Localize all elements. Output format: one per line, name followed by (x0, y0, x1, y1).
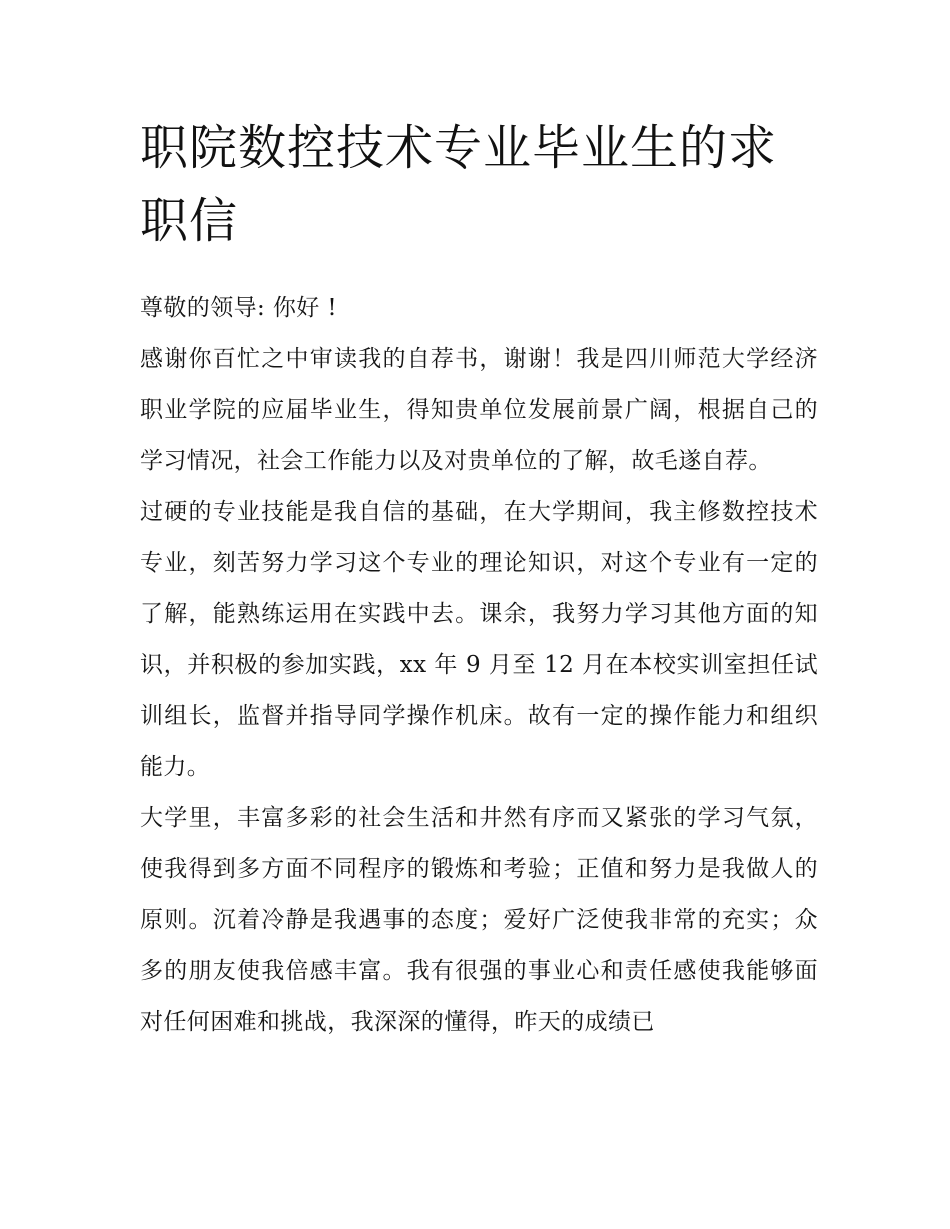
paragraph-intro: 感谢你百忙之中审读我的自荐书，谢谢！我是四川师范大学经济职业学院的应届毕业生，得知贵单位发展前景广阔，根据自己的学习情况，社会工作能力以及对贵单位的了解，故毛遂自荐。 (140, 346, 818, 474)
document-title: 职院数控技术专业毕业生的求职信 (140, 120, 778, 249)
paragraph-skills: 过硬的专业技能是我自信的基础，在大学期间，我主修数控技术专业，刻苦努力学习这个专业的理论知识，对这个专业有一定的了解，能熟练运用在实践中去。课余，我努力学习其他方面的知识，并积极的参加实践，xx 年 9 月至 12 月在本校实训室担任试训组长，监督并指导同学操作机床。故有一定的操作能力和组织能力。 (140, 499, 818, 780)
salutation: 尊敬的领导: 你好 ! (140, 295, 338, 321)
paragraph-university-life: 大学里，丰富多彩的社会生活和井然有序而又紧张的学习气氛，使我得到多方面不同程序的锻炼和考验；正值和努力是我做人的原则。沉着冷静是我遇事的态度；爱好广泛使我非常的充实；众多的朋友使我倍感丰富。我有很强的事业心和责任感使我能够面对任何困难和挑战，我深深的懂得，昨天的成绩已 (140, 805, 818, 1035)
document-body (140, 283, 818, 1048)
